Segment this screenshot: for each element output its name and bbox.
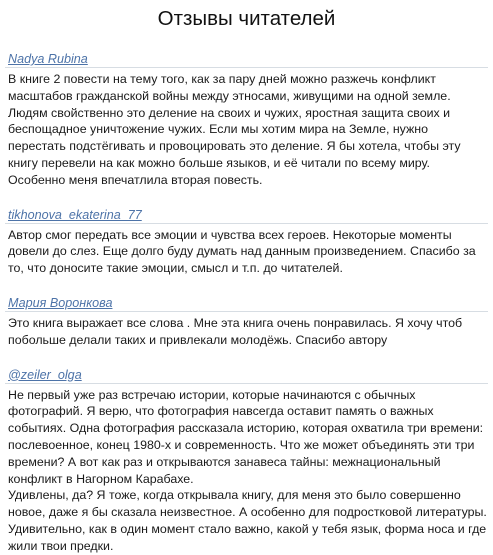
- review-paragraph: В книге 2 повести на тему того, как за пару дней можно разжечь конфликт масштабов гражданской войны между этносами, живущими на одной земле. Людям свойственно это деление на своих и чужих, яростная защита своих и беспощадное уничтожение чужих. Если мы хотим мира на Земле, нужно перестать подстёгивать и провоцировать это деление. Я бы хотела, чтобы эту книгу перевели на как можно больше языков, и её читали по всему миру.: [8, 72, 461, 170]
- review-header: [5, 290, 488, 312]
- review-paragraph: Особенно меня впечатлила вторая повесть.: [8, 172, 263, 187]
- review-body: [8, 227, 488, 277]
- review-header: [5, 362, 488, 384]
- review-card: [5, 362, 488, 555]
- review-paragraph: Не первый уже раз встречаю истории, которые начинаются с обычных фотографий. Я верю, что фотография навсегда оставит память о важных событиях. Одна фотография рассказала историю, которая охватила три времени: послевоенное, конец 1980-х и современность. Что же может объединять эти три времени? А вот как раз и открываются занавеса тайны: межнациональный конфликт в Нагорном Карабахе.: [8, 387, 484, 486]
- review-paragraph: Удивлены, да? Я тоже, когда открывала книгу, для меня это было совершенно новое, даже я бы сказала неизвестное. А особенно для подростковой литературы. Удивительно, как в один момент стало важно, какой у тебя язык, форма носа и где жили твои предки.: [8, 488, 487, 553]
- review-separator: [0, 189, 493, 202]
- review-header: [5, 202, 488, 224]
- review-body: [8, 315, 488, 349]
- review-paragraph: Автор смог передать все эмоции и чувства всех героев. Некоторые моменты довели до слез. Еще долго буду думать над данным произведением. Спасибо за то, что доносите такие эмоции, смысл и т.п. до читателей.: [8, 227, 476, 276]
- page-title: Отзывы читателей: [157, 7, 336, 30]
- review-author-link[interactable]: tikhonova_ekaterina_77: [8, 207, 142, 222]
- review-separator: [0, 349, 493, 362]
- review-body: [8, 71, 488, 189]
- review-author-link[interactable]: Nadya Rubina: [8, 52, 88, 66]
- review-paragraph: Это книга выражает все слова . Мне эта книга очень понравилась. Я хочу чтоб побольше делали таких и привлекали молодёжь. Спасибо автору: [8, 315, 463, 347]
- review-header: [5, 46, 488, 68]
- review-author-link[interactable]: @zeiler_olga: [8, 367, 82, 382]
- review-author-link[interactable]: Мария Воронкова: [8, 295, 113, 310]
- review-card: [5, 202, 488, 277]
- review-card: [5, 290, 488, 349]
- review-card: [5, 46, 488, 189]
- review-body: [8, 387, 488, 555]
- review-separator: [0, 277, 493, 290]
